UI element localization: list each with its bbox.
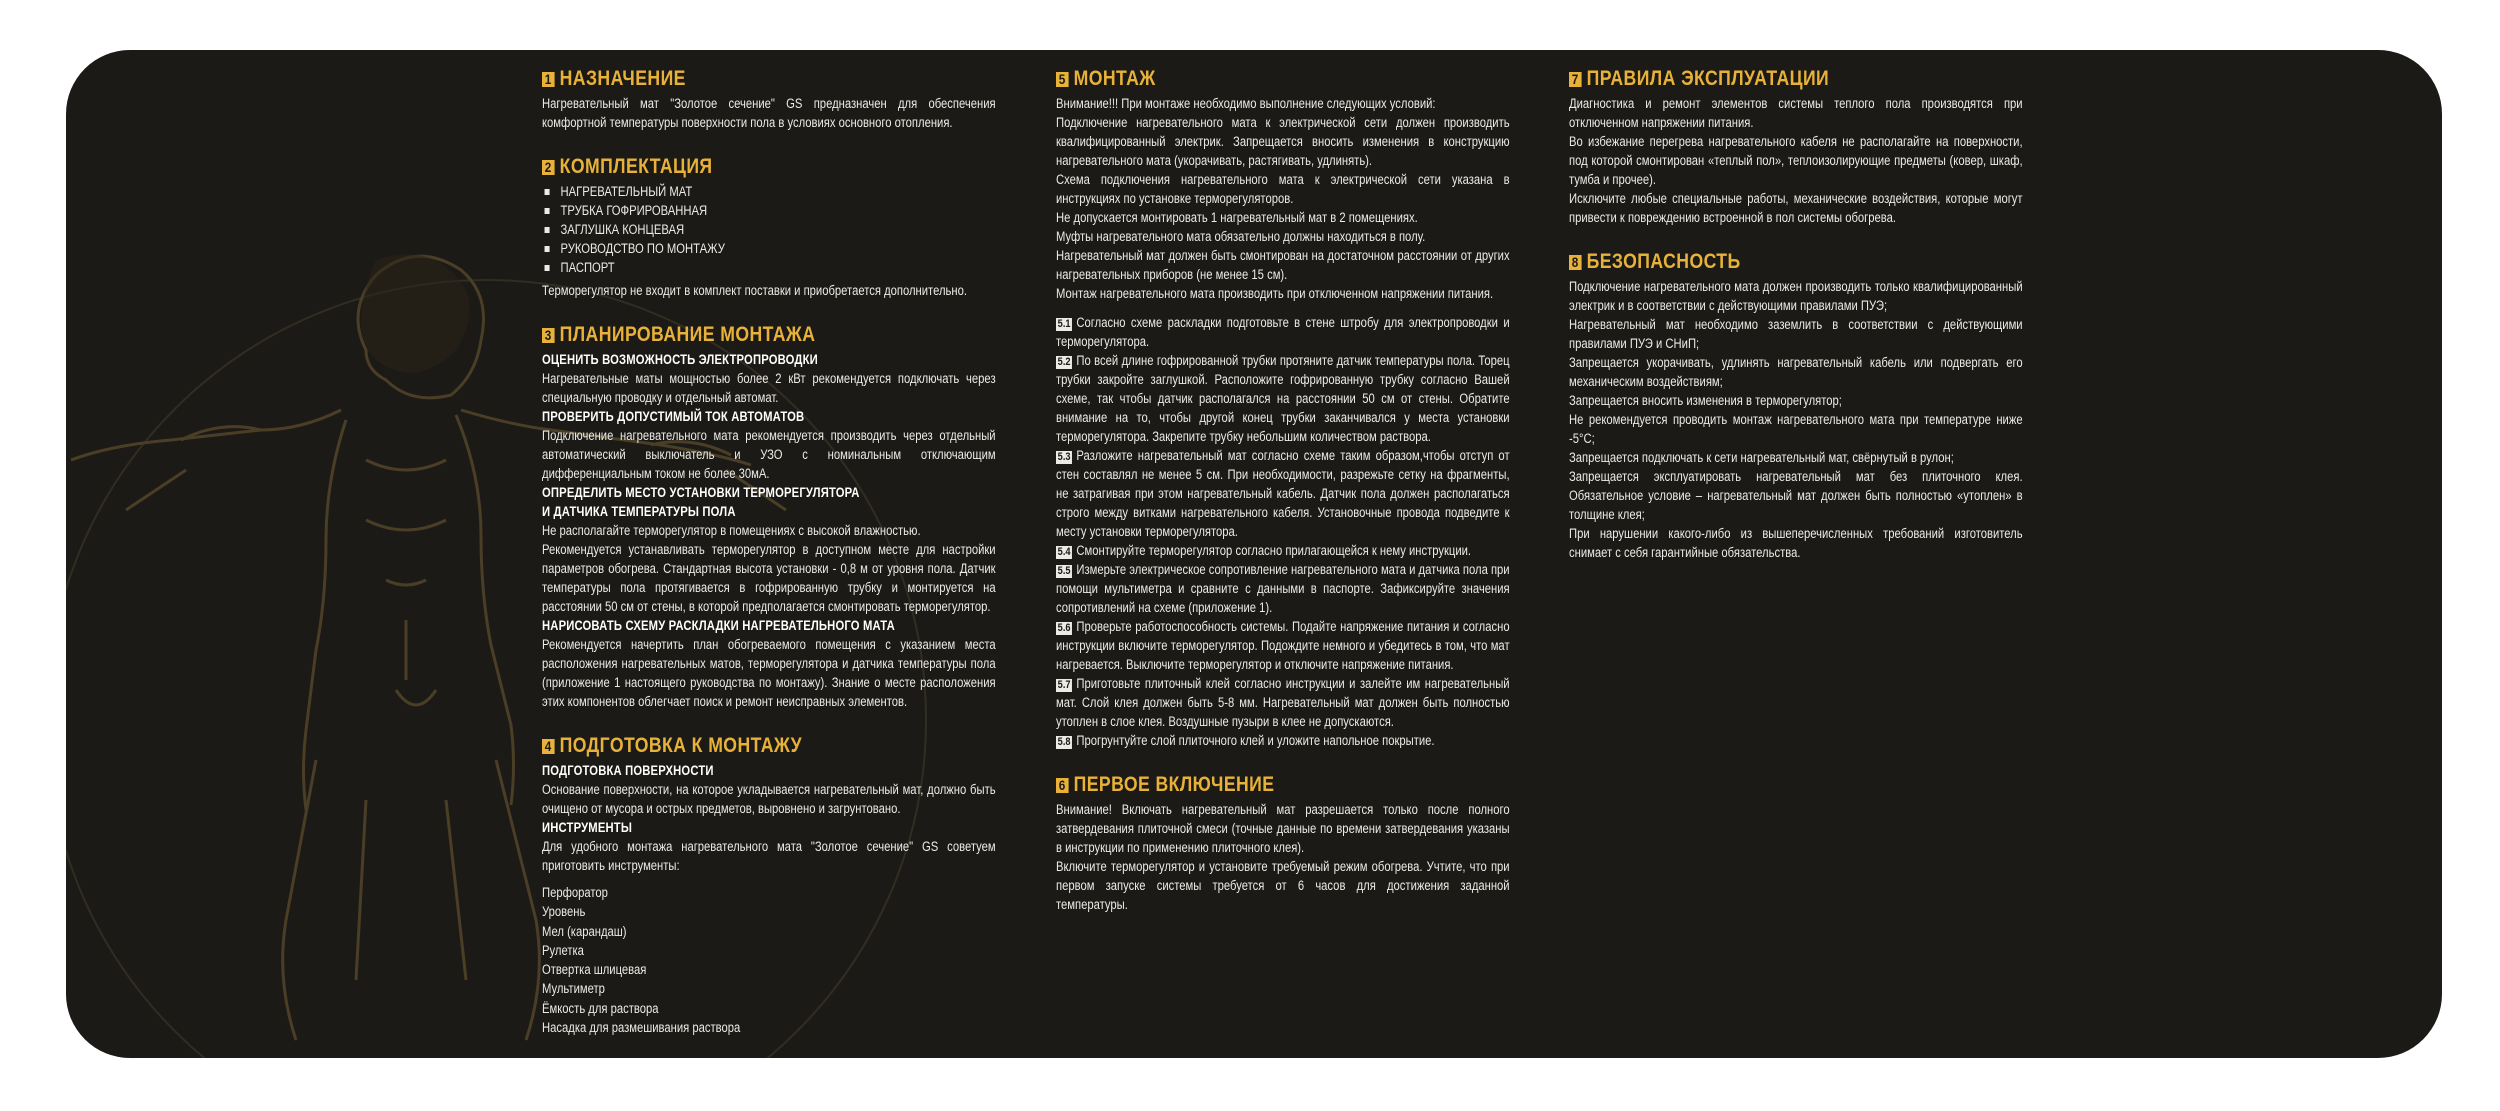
paragraph: Нагревательный мат необходимо заземлить в соответствии с действующими правилами ПУЭ и СНиП; (1569, 317, 2023, 351)
step-5-3 (1056, 446, 1510, 541)
step-5-5 (1056, 560, 1510, 617)
step-5-2 (1056, 351, 1510, 446)
section-1-text: Нагревательный мат "Золотое сечение" GS предназначен для обеспечения комфортной температуры поверхности пола в условиях основного отопления. (542, 96, 996, 130)
paragraph: Внимание!!! При монтаже необходимо выполнение следующих условий: (1056, 96, 1436, 111)
section-1-heading (542, 66, 996, 92)
step-text: Измерьте электрическое сопротивление нагревательного мата и датчика пола при помощи мультиметра и сравните с данными в паспорте. Зафиксируйте значения сопротивлений на схеме (приложение 1). (1056, 562, 1510, 615)
list-item: Отвертка шлицевая (542, 962, 647, 978)
list-item: НАГРЕВАТЕЛЬНЫЙ МАТ (560, 182, 995, 201)
section-1-title: НАЗНАЧЕНИЕ (559, 67, 686, 90)
column-3 (1569, 66, 2023, 584)
list-item: РУКОВОДСТВО ПО МОНТАЖУ (560, 239, 995, 258)
section-installation (1056, 66, 1510, 750)
section-3-number: 3 (542, 328, 555, 343)
step-number: 5.5 (1057, 565, 1071, 577)
step-number: 5.6 (1057, 622, 1071, 634)
section-contents (542, 154, 996, 300)
subheading: ОЦЕНИТЬ ВОЗМОЖНОСТЬ ЭЛЕКТРОПРОВОДКИ (542, 352, 818, 367)
paragraph: Нагревательные маты мощностью более 2 кВт рекомендуется подключать через специальную проводку и отдельный автомат. (542, 371, 996, 405)
section-first-start (1056, 772, 1510, 914)
section-8-title: БЕЗОПАСНОСТЬ (1586, 250, 1741, 273)
section-safety (1569, 249, 2023, 562)
step-number: 5.4 (1057, 546, 1071, 558)
section-8-heading (1569, 249, 2023, 275)
section-4-title: ПОДГОТОВКА К МОНТАЖУ (559, 734, 803, 757)
subheading: ИНСТРУМЕНТЫ (542, 820, 633, 835)
paragraph: Запрещается подключать к сети нагревательный мат, свёрнутый в рулон; (1569, 450, 1954, 465)
section-7-title: ПРАВИЛА ЭКСПЛУАТАЦИИ (1586, 67, 1830, 90)
step-text: Разложите нагревательный мат согласно схеме таким образом,чтобы отступ от стен составлял не менее 5 см. При необходимости, разрежьте сетку на фрагменты, не затрагивая при этом нагревательный кабель. Датчик пола должен располагаться строго между витками нагревательного кабеля. Установочные провода подведите к месту установки терморегулятора. (1056, 448, 1510, 539)
step-text: По всей длине гофрированной трубки протяните датчик температуры пола. Торец трубки закройте заглушкой. Расположите гофрированную трубку согласно Вашей схеме, так чтобы датчик располагался на расстоянии 50 см от стены. Обратите внимание на то, чтобы другой конец трубки заканчивался у места установки терморегулятора. Закрепите трубку небольшим количеством раствора. (1056, 353, 1510, 444)
step-text: Смонтируйте терморегулятор согласно прилагающейся к нему инструкции. (1076, 543, 1472, 558)
paragraph: Рекомендуется начертить план обогреваемого помещения с указанием места расположения нагревательных матов, терморегулятора и датчика температуры пола (приложение 1 настоящего руководства по монтажу). Знание о месте расположения этих компонентов облегчает поиск и ремонт неисправных элементов. (542, 637, 996, 709)
step-5-1 (1056, 313, 1510, 351)
section-7-heading (1569, 66, 2023, 92)
paragraph: Для удобного монтажа нагревательного мата "Золотое сечение" GS советуем приготовить инструменты: (542, 839, 996, 873)
paragraph: Монтаж нагревательного мата производить при отключенном напряжении питания. (1056, 286, 1494, 301)
paragraph: Не рекомендуется проводить монтаж нагревательного мата при температуре ниже -5°C; (1569, 412, 2023, 446)
paragraph: Подключение нагревательного мата должен производить только квалифицированный электрик и в соответствии с действующими правилами ПУЭ; (1569, 279, 2023, 313)
step-text: Проверьте работоспособность системы. Подайте напряжение питания и согласно инструкции включите терморегулятор. Подождите немного и убедитесь в том, что мат нагревается. Выключите терморегулятор и отключите напряжение питания. (1056, 619, 1510, 672)
paragraph: Нагревательный мат должен быть смонтирован на достаточном расстоянии от других нагревательных приборов (не менее 15 см). (1056, 248, 1510, 282)
paragraph: Запрещается эксплуатировать нагревательный мат без плиточного клея. Обязательное условие – нагревательный мат должен быть полностью «утоплен» в толщине клея; (1569, 469, 2023, 522)
section-2-heading (542, 154, 996, 180)
step-number: 5.8 (1057, 736, 1071, 748)
paragraph: Во избежание перегрева нагревательного кабеля не располагайте на поверхности, под которой смонтирован «теплый пол», теплоизолирующие предметы (ковер, шкаф, тумба и прочее). (1569, 134, 2023, 187)
leaflet-panel (66, 50, 2442, 1058)
list-item: Рулетка (542, 942, 584, 958)
section-operation-rules (1569, 66, 2023, 227)
paragraph: Муфты нагревательного мата обязательно должны находиться в полу. (1056, 229, 1426, 244)
paragraph: Подключение нагревательного мата рекомендуется производить через отдельный автоматический выключатель и УЗО с номинальным отключающим дифференциальным током не более 30мА. (542, 428, 996, 481)
list-item: Ёмкость для раствора (542, 1000, 659, 1016)
tools-list (542, 883, 996, 1037)
paragraph: Основание поверхности, на которое укладывается нагревательный мат, должно быть очищено от мусора и острых предметов, выровнено и загрунтовано. (542, 782, 996, 816)
paragraph: При нарушении какого-либо из вышеперечисленных требований изготовитель снимает с себя гарантийные обязательства. (1569, 526, 2023, 560)
paragraph: Запрещается укорачивать, удлинять нагревательный кабель или подвергать его механическим воздействиям; (1569, 355, 2023, 389)
list-item: Уровень (542, 904, 586, 920)
step-5-8 (1056, 731, 1510, 750)
step-number: 5.1 (1057, 318, 1071, 330)
step-5-4 (1056, 541, 1510, 560)
section-5-title: МОНТАЖ (1073, 67, 1156, 90)
paragraph: Запрещается вносить изменения в терморегулятор; (1569, 393, 1842, 408)
section-4-number: 4 (542, 739, 555, 754)
list-item: ЗАГЛУШКА КОНЦЕВАЯ (560, 220, 995, 239)
paragraph: Внимание! Включать нагревательный мат разрешается только после полного затвердевания плиточной смеси (точные данные по времени затвердевания указаны в инструкции по применению плиточного клея). (1056, 802, 1510, 855)
step-text: Прогрунтуйте слой плиточного клей и уложите напольное покрытие. (1076, 733, 1435, 748)
step-number: 5.7 (1057, 679, 1071, 691)
section-7-number: 7 (1569, 72, 1582, 87)
section-5-heading (1056, 66, 1510, 92)
section-3-title: ПЛАНИРОВАНИЕ МОНТАЖА (559, 323, 816, 346)
section-preparation (542, 733, 996, 1037)
list-item: ТРУБКА ГОФРИРОВАННАЯ (560, 201, 995, 220)
subheading: НАРИСОВАТЬ СХЕМУ РАСКЛАДКИ НАГРЕВАТЕЛЬНОГО МАТА (542, 618, 895, 633)
section-2-title: КОМПЛЕКТАЦИЯ (559, 155, 713, 178)
paragraph: Рекомендуется устанавливать терморегулятор в доступном месте для настройки параметров обогрева. Стандартная высота установки - 0,8 м от уровня пола. Датчик температуры пола протягивается в гофрированную трубку и монтируется на расстоянии 50 см от стены, в которой предполагается смонтировать терморегулятор. (542, 542, 996, 614)
contents-list (542, 182, 996, 277)
section-1-number: 1 (542, 72, 555, 87)
section-6-number: 6 (1056, 778, 1069, 793)
paragraph: Не располагайте терморегулятор в помещениях с высокой влажностью. (542, 523, 921, 538)
paragraph: Схема подключения нагревательного мата к электрической сети указана в инструкциях по установке терморегуляторов. (1056, 172, 1510, 206)
step-text: Приготовьте плиточный клей согласно инструкции и залейте им нагревательный мат. Слой клея должен быть 5-8 мм. Нагревательный мат должен быть полностью утоплен в слое клея. Воздушные пузыри в клее не допускаются. (1056, 676, 1510, 729)
column-1 (542, 66, 996, 1058)
section-4-heading (542, 733, 996, 759)
subheading: ПОДГОТОВКА ПОВЕРХНОСТИ (542, 763, 714, 778)
paragraph: Не допускается монтировать 1 нагревательный мат в 2 помещениях. (1056, 210, 1418, 225)
list-item: Насадка для размешивания раствора (542, 1020, 741, 1036)
paragraph: Исключите любые специальные работы, механические воздействия, которые могут привести к повреждению встроенной в пол системы обогрева. (1569, 191, 2023, 225)
list-item: ПАСПОРТ (560, 258, 995, 277)
section-purpose (542, 66, 996, 132)
step-number: 5.2 (1057, 356, 1071, 368)
section-5-number: 5 (1056, 72, 1069, 87)
list-item: Мел (карандаш) (542, 923, 627, 939)
step-5-6 (1056, 617, 1510, 674)
section-6-heading (1056, 772, 1510, 798)
section-2-number: 2 (542, 160, 555, 175)
list-item: Перфоратор (542, 885, 608, 900)
list-item: Мультиметр (542, 981, 605, 997)
subheading: ОПРЕДЕЛИТЬ МЕСТО УСТАНОВКИ ТЕРМОРЕГУЛЯТОРА (542, 485, 860, 500)
step-text: Согласно схеме раскладки подготовьте в стене штробу для электропроводки и терморегулятора. (1056, 315, 1510, 349)
step-number: 5.3 (1057, 451, 1071, 463)
paragraph: Включите терморегулятор и установите требуемый режим обогрева. Учтите, что при первом запуске системы требуется от 6 часов для достижения заданной температуры. (1056, 859, 1510, 912)
paragraph: Подключение нагревательного мата к электрической сети должен производить квалифицированный электрик. Запрещается вносить изменения в конструкцию нагревательного мата (укорачивать, растягивать, удлинять). (1056, 115, 1510, 168)
contents-note: Терморегулятор не входит в комплект поставки и приобретается дополнительно. (542, 283, 967, 298)
subheading: ПРОВЕРИТЬ ДОПУСТИМЫЙ ТОК АВТОМАТОВ (542, 409, 805, 424)
section-6-title: ПЕРВОЕ ВКЛЮЧЕНИЕ (1073, 773, 1275, 796)
paragraph: Диагностика и ремонт элементов системы теплого пола производятся при отключенном напряжении питания. (1569, 96, 2023, 130)
column-2 (1056, 66, 1510, 936)
section-planning (542, 322, 996, 711)
subheading: И ДАТЧИКА ТЕМПЕРАТУРЫ ПОЛА (542, 504, 736, 519)
step-5-7 (1056, 674, 1510, 731)
section-8-number: 8 (1569, 255, 1582, 270)
section-3-heading (542, 322, 996, 348)
